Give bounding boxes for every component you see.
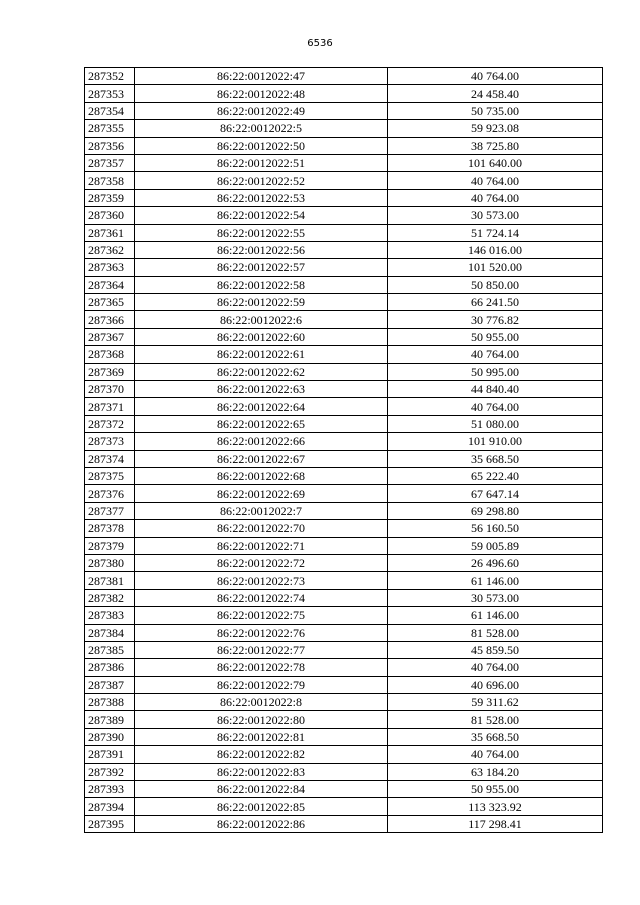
cadastral-number-cell: 86:22:0012022:60 bbox=[135, 328, 388, 345]
cadastral-number-cell: 86:22:0012022:55 bbox=[135, 224, 388, 241]
row-number-cell: 287393 bbox=[85, 781, 135, 798]
cadastral-value-table bbox=[84, 67, 603, 833]
row-number-cell: 287368 bbox=[85, 346, 135, 363]
table-row bbox=[85, 676, 603, 693]
cadastral-value-cell: 40 764.00 bbox=[388, 189, 603, 206]
table-row bbox=[85, 68, 603, 85]
table-row bbox=[85, 346, 603, 363]
row-number-cell: 287383 bbox=[85, 607, 135, 624]
table-row bbox=[85, 554, 603, 571]
row-number-cell: 287361 bbox=[85, 224, 135, 241]
table-row bbox=[85, 711, 603, 728]
table-row bbox=[85, 815, 603, 832]
table-row bbox=[85, 207, 603, 224]
table-row bbox=[85, 381, 603, 398]
cadastral-value-cell: 44 840.40 bbox=[388, 381, 603, 398]
cadastral-value-cell: 35 668.50 bbox=[388, 450, 603, 467]
table-row bbox=[85, 259, 603, 276]
table-row bbox=[85, 502, 603, 519]
row-number-cell: 287388 bbox=[85, 694, 135, 711]
cadastral-value-cell: 101 910.00 bbox=[388, 433, 603, 450]
table-row bbox=[85, 589, 603, 606]
cadastral-number-cell: 86:22:0012022:62 bbox=[135, 363, 388, 380]
table-row bbox=[85, 189, 603, 206]
cadastral-value-cell: 50 955.00 bbox=[388, 781, 603, 798]
table-row bbox=[85, 172, 603, 189]
cadastral-number-cell: 86:22:0012022:70 bbox=[135, 520, 388, 537]
cadastral-number-cell: 86:22:0012022:5 bbox=[135, 120, 388, 137]
cadastral-value-cell: 117 298.41 bbox=[388, 815, 603, 832]
cadastral-value-cell: 59 923.08 bbox=[388, 120, 603, 137]
table-row bbox=[85, 102, 603, 119]
cadastral-value-cell: 66 241.50 bbox=[388, 294, 603, 311]
row-number-cell: 287386 bbox=[85, 659, 135, 676]
row-number-cell: 287384 bbox=[85, 624, 135, 641]
cadastral-number-cell: 86:22:0012022:66 bbox=[135, 433, 388, 450]
row-number-cell: 287379 bbox=[85, 537, 135, 554]
table-row bbox=[85, 572, 603, 589]
cadastral-value-cell: 146 016.00 bbox=[388, 241, 603, 258]
cadastral-number-cell: 86:22:0012022:67 bbox=[135, 450, 388, 467]
cadastral-value-cell: 61 146.00 bbox=[388, 607, 603, 624]
cadastral-number-cell: 86:22:0012022:81 bbox=[135, 728, 388, 745]
table-row bbox=[85, 728, 603, 745]
table-row bbox=[85, 363, 603, 380]
row-number-cell: 287353 bbox=[85, 85, 135, 102]
cadastral-value-cell: 50 735.00 bbox=[388, 102, 603, 119]
cadastral-number-cell: 86:22:0012022:53 bbox=[135, 189, 388, 206]
cadastral-number-cell: 86:22:0012022:80 bbox=[135, 711, 388, 728]
table-row bbox=[85, 694, 603, 711]
row-number-cell: 287389 bbox=[85, 711, 135, 728]
row-number-cell: 287354 bbox=[85, 102, 135, 119]
row-number-cell: 287385 bbox=[85, 641, 135, 658]
row-number-cell: 287352 bbox=[85, 68, 135, 85]
cadastral-value-cell: 50 995.00 bbox=[388, 363, 603, 380]
cadastral-number-cell: 86:22:0012022:78 bbox=[135, 659, 388, 676]
cadastral-value-cell: 40 764.00 bbox=[388, 68, 603, 85]
cadastral-number-cell: 86:22:0012022:51 bbox=[135, 154, 388, 171]
cadastral-value-cell: 50 850.00 bbox=[388, 276, 603, 293]
cadastral-number-cell: 86:22:0012022:69 bbox=[135, 485, 388, 502]
cadastral-number-cell: 86:22:0012022:57 bbox=[135, 259, 388, 276]
row-number-cell: 287370 bbox=[85, 381, 135, 398]
cadastral-number-cell: 86:22:0012022:82 bbox=[135, 746, 388, 763]
table-row bbox=[85, 537, 603, 554]
cadastral-value-cell: 50 955.00 bbox=[388, 328, 603, 345]
cadastral-number-cell: 86:22:0012022:48 bbox=[135, 85, 388, 102]
table-row bbox=[85, 746, 603, 763]
row-number-cell: 287392 bbox=[85, 763, 135, 780]
row-number-cell: 287365 bbox=[85, 294, 135, 311]
table-row bbox=[85, 781, 603, 798]
table-body bbox=[85, 68, 603, 833]
row-number-cell: 287360 bbox=[85, 207, 135, 224]
cadastral-number-cell: 86:22:0012022:61 bbox=[135, 346, 388, 363]
row-number-cell: 287371 bbox=[85, 398, 135, 415]
row-number-cell: 287355 bbox=[85, 120, 135, 137]
row-number-cell: 287356 bbox=[85, 137, 135, 154]
table-row bbox=[85, 137, 603, 154]
table-row bbox=[85, 763, 603, 780]
table-row bbox=[85, 154, 603, 171]
row-number-cell: 287364 bbox=[85, 276, 135, 293]
table-row bbox=[85, 311, 603, 328]
table-row bbox=[85, 398, 603, 415]
cadastral-value-cell: 38 725.80 bbox=[388, 137, 603, 154]
cadastral-value-cell: 40 696.00 bbox=[388, 676, 603, 693]
cadastral-number-cell: 86:22:0012022:79 bbox=[135, 676, 388, 693]
table-row bbox=[85, 659, 603, 676]
cadastral-value-cell: 40 764.00 bbox=[388, 398, 603, 415]
cadastral-value-cell: 65 222.40 bbox=[388, 467, 603, 484]
row-number-cell: 287391 bbox=[85, 746, 135, 763]
cadastral-number-cell: 86:22:0012022:85 bbox=[135, 798, 388, 815]
table-row bbox=[85, 85, 603, 102]
cadastral-number-cell: 86:22:0012022:73 bbox=[135, 572, 388, 589]
cadastral-number-cell: 86:22:0012022:75 bbox=[135, 607, 388, 624]
table-row bbox=[85, 328, 603, 345]
row-number-cell: 287358 bbox=[85, 172, 135, 189]
row-number-cell: 287390 bbox=[85, 728, 135, 745]
cadastral-number-cell: 86:22:0012022:54 bbox=[135, 207, 388, 224]
cadastral-number-cell: 86:22:0012022:56 bbox=[135, 241, 388, 258]
row-number-cell: 287395 bbox=[85, 815, 135, 832]
cadastral-number-cell: 86:22:0012022:83 bbox=[135, 763, 388, 780]
cadastral-value-cell: 45 859.50 bbox=[388, 641, 603, 658]
cadastral-number-cell: 86:22:0012022:47 bbox=[135, 68, 388, 85]
cadastral-number-cell: 86:22:0012022:76 bbox=[135, 624, 388, 641]
row-number-cell: 287394 bbox=[85, 798, 135, 815]
table-row bbox=[85, 520, 603, 537]
table-row bbox=[85, 433, 603, 450]
cadastral-value-cell: 40 764.00 bbox=[388, 746, 603, 763]
row-number-cell: 287380 bbox=[85, 554, 135, 571]
cadastral-value-cell: 69 298.80 bbox=[388, 502, 603, 519]
cadastral-number-cell: 86:22:0012022:68 bbox=[135, 467, 388, 484]
cadastral-value-cell: 59 311.62 bbox=[388, 694, 603, 711]
cadastral-value-cell: 40 764.00 bbox=[388, 346, 603, 363]
row-number-cell: 287362 bbox=[85, 241, 135, 258]
row-number-cell: 287387 bbox=[85, 676, 135, 693]
table-row bbox=[85, 120, 603, 137]
cadastral-value-cell: 81 528.00 bbox=[388, 624, 603, 641]
row-number-cell: 287372 bbox=[85, 415, 135, 432]
cadastral-value-cell: 61 146.00 bbox=[388, 572, 603, 589]
cadastral-number-cell: 86:22:0012022:7 bbox=[135, 502, 388, 519]
row-number-cell: 287366 bbox=[85, 311, 135, 328]
table-row bbox=[85, 485, 603, 502]
cadastral-number-cell: 86:22:0012022:6 bbox=[135, 311, 388, 328]
cadastral-number-cell: 86:22:0012022:58 bbox=[135, 276, 388, 293]
cadastral-value-cell: 113 323.92 bbox=[388, 798, 603, 815]
table-row bbox=[85, 641, 603, 658]
cadastral-value-cell: 26 496.60 bbox=[388, 554, 603, 571]
cadastral-number-cell: 86:22:0012022:52 bbox=[135, 172, 388, 189]
table-row bbox=[85, 450, 603, 467]
cadastral-number-cell: 86:22:0012022:50 bbox=[135, 137, 388, 154]
cadastral-number-cell: 86:22:0012022:77 bbox=[135, 641, 388, 658]
cadastral-number-cell: 86:22:0012022:74 bbox=[135, 589, 388, 606]
table-row bbox=[85, 624, 603, 641]
cadastral-number-cell: 86:22:0012022:84 bbox=[135, 781, 388, 798]
cadastral-number-cell: 86:22:0012022:71 bbox=[135, 537, 388, 554]
table-row bbox=[85, 276, 603, 293]
row-number-cell: 287373 bbox=[85, 433, 135, 450]
page-number: 6536 bbox=[307, 38, 333, 49]
table-row bbox=[85, 798, 603, 815]
table-row bbox=[85, 607, 603, 624]
row-number-cell: 287374 bbox=[85, 450, 135, 467]
cadastral-number-cell: 86:22:0012022:72 bbox=[135, 554, 388, 571]
cadastral-value-cell: 67 647.14 bbox=[388, 485, 603, 502]
cadastral-value-cell: 30 573.00 bbox=[388, 207, 603, 224]
cadastral-value-cell: 51 080.00 bbox=[388, 415, 603, 432]
cadastral-value-cell: 63 184.20 bbox=[388, 763, 603, 780]
row-number-cell: 287382 bbox=[85, 589, 135, 606]
cadastral-value-cell: 24 458.40 bbox=[388, 85, 603, 102]
cadastral-number-cell: 86:22:0012022:49 bbox=[135, 102, 388, 119]
cadastral-value-cell: 56 160.50 bbox=[388, 520, 603, 537]
cadastral-value-cell: 51 724.14 bbox=[388, 224, 603, 241]
cadastral-value-cell: 30 776.82 bbox=[388, 311, 603, 328]
row-number-cell: 287367 bbox=[85, 328, 135, 345]
cadastral-value-cell: 40 764.00 bbox=[388, 659, 603, 676]
cadastral-number-cell: 86:22:0012022:64 bbox=[135, 398, 388, 415]
cadastral-value-cell: 30 573.00 bbox=[388, 589, 603, 606]
cadastral-number-cell: 86:22:0012022:63 bbox=[135, 381, 388, 398]
row-number-cell: 287359 bbox=[85, 189, 135, 206]
row-number-cell: 287357 bbox=[85, 154, 135, 171]
cadastral-value-cell: 101 640.00 bbox=[388, 154, 603, 171]
cadastral-value-cell: 81 528.00 bbox=[388, 711, 603, 728]
table-row bbox=[85, 415, 603, 432]
table-row bbox=[85, 467, 603, 484]
cadastral-value-cell: 40 764.00 bbox=[388, 172, 603, 189]
cadastral-number-cell: 86:22:0012022:86 bbox=[135, 815, 388, 832]
table-row bbox=[85, 241, 603, 258]
cadastral-number-cell: 86:22:0012022:65 bbox=[135, 415, 388, 432]
table-row bbox=[85, 224, 603, 241]
row-number-cell: 287363 bbox=[85, 259, 135, 276]
cadastral-number-cell: 86:22:0012022:59 bbox=[135, 294, 388, 311]
row-number-cell: 287375 bbox=[85, 467, 135, 484]
row-number-cell: 287381 bbox=[85, 572, 135, 589]
cadastral-value-cell: 59 005.89 bbox=[388, 537, 603, 554]
row-number-cell: 287377 bbox=[85, 502, 135, 519]
row-number-cell: 287369 bbox=[85, 363, 135, 380]
table-row bbox=[85, 294, 603, 311]
cadastral-number-cell: 86:22:0012022:8 bbox=[135, 694, 388, 711]
row-number-cell: 287376 bbox=[85, 485, 135, 502]
cadastral-value-cell: 101 520.00 bbox=[388, 259, 603, 276]
cadastral-value-cell: 35 668.50 bbox=[388, 728, 603, 745]
row-number-cell: 287378 bbox=[85, 520, 135, 537]
